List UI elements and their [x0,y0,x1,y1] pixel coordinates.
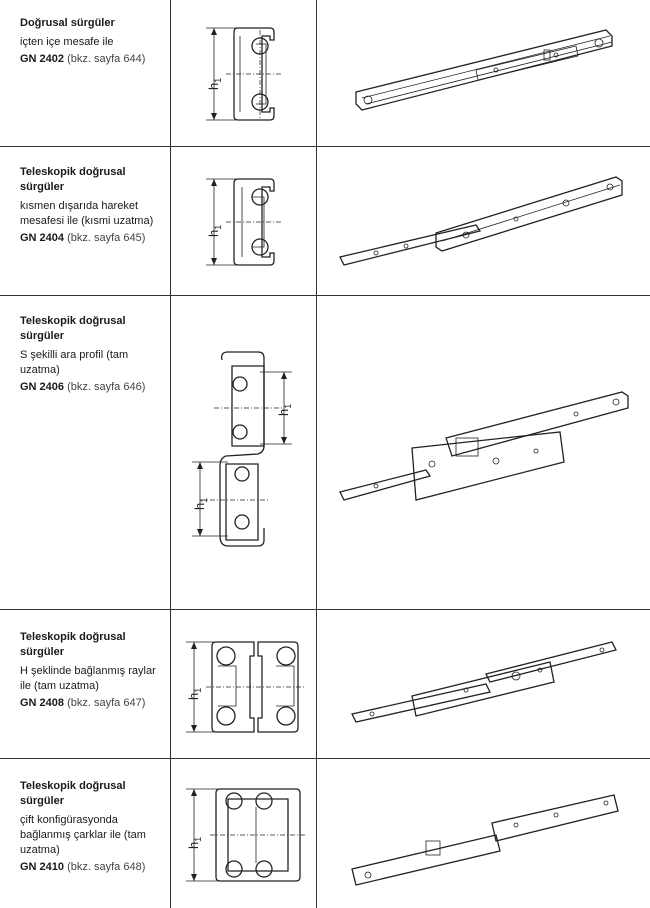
cross-section-drawing [170,296,317,610]
dimension-label: $h_1$ [186,836,203,849]
dimension-label: $h_1$ [276,403,293,416]
product-illustration [316,610,650,759]
product-code: GN 2402 [20,53,65,65]
description-cell [0,610,171,759]
page-reference: (bkz. sayfa 645) [67,232,146,244]
table-row [0,0,650,146]
row-reference [20,231,168,246]
row-reference [20,380,168,395]
page-reference: (bkz. sayfa 648) [67,861,146,873]
description-cell [0,147,171,296]
dimension-label: $h_1$ [186,687,203,700]
page-reference: (bkz. sayfa 646) [67,381,146,393]
cross-section-drawing [170,610,317,759]
cross-section-drawing [170,759,317,908]
table-row [0,609,650,759]
product-code: GN 2404 [20,232,65,244]
dimension-label: $h_1$ [206,77,223,90]
page-reference: (bkz. sayfa 644) [67,53,146,65]
product-illustration [316,0,650,146]
dimension-label: $h_1$ [206,224,223,237]
product-code: GN 2408 [20,697,65,709]
row-title: Teleskopik doğrusal sürgüler [20,631,126,658]
description-cell [0,296,171,610]
table-row [0,146,650,296]
row-description: çift konfigürasyonda bağlanmış çarklar ile (tam uzatma) [20,814,146,856]
row-description: kısmen dışarıda hareket mesafesi ile (kısmi uzatma) [20,200,154,227]
row-description: S şekilli ara profil (tam uzatma) [20,349,129,376]
row-reference [20,52,168,67]
row-description: içten içe mesafe ile [20,36,114,48]
row-reference [20,860,168,875]
cross-section-drawing [170,0,317,146]
description-cell [0,759,171,908]
table-row [0,758,650,908]
cross-section-drawing [170,147,317,296]
row-title: Teleskopik doğrusal sürgüler [20,780,126,807]
description-cell [0,0,171,146]
row-reference [20,696,168,711]
row-title: Teleskopik doğrusal sürgüler [20,166,126,193]
product-illustration [316,296,650,610]
product-illustration [316,147,650,296]
row-title: Doğrusal sürgüler [20,17,115,29]
table-row [0,295,650,610]
page-reference: (bkz. sayfa 647) [67,697,146,709]
product-illustration [316,759,650,908]
row-title: Teleskopik doğrusal sürgüler [20,315,126,342]
product-code: GN 2410 [20,861,65,873]
row-description: H şeklinde bağlanmış raylar ile (tam uzatma) [20,665,156,692]
product-code: GN 2406 [20,381,65,393]
dimension-label: $h_1$ [192,497,209,510]
